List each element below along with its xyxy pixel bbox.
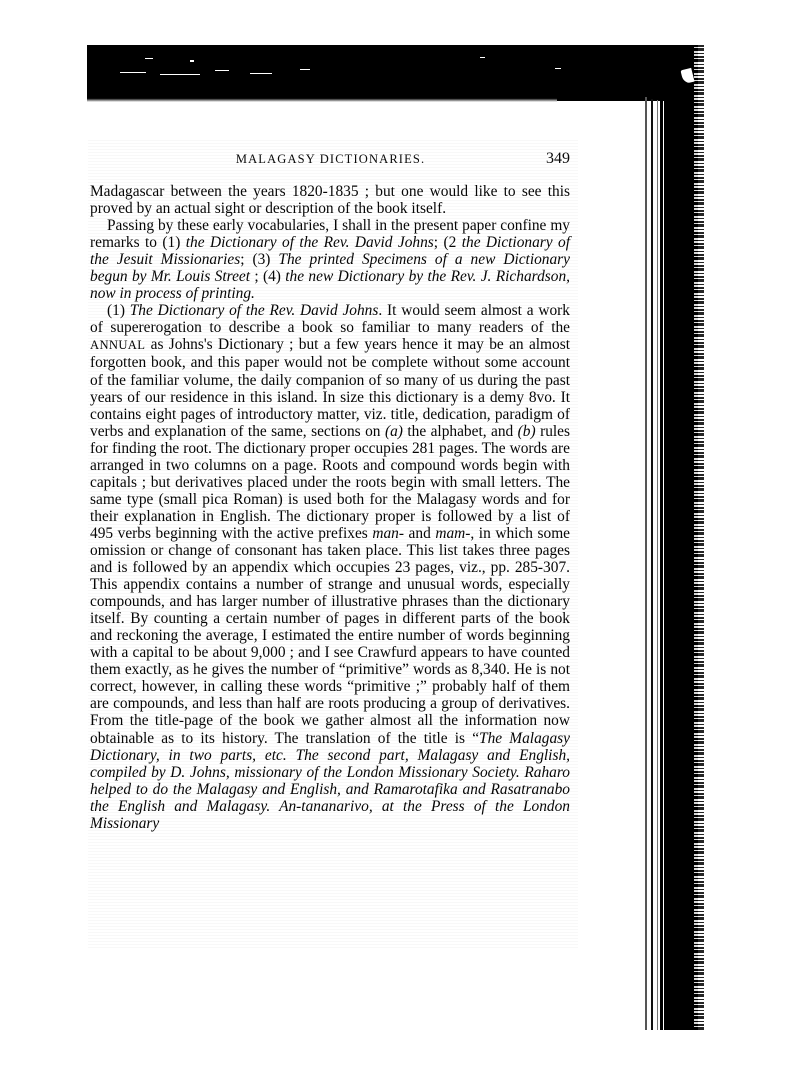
paragraph-3-part-e: and bbox=[404, 524, 436, 542]
paragraph-3-part-b: as Johns's Dictionary ; but a few years hence it may be an almost forgotten book, and this paper would not be complete without some account of the familiar volume, the daily companion of so many of us during the past years of our residence in this island. In size this dictionary is a demy 8vo. It contains eight pages of introductory matter, viz. title, dedication, paradigm of verbs and explanation of the same, sections on bbox=[90, 336, 570, 440]
scan-right-ragged-edge bbox=[694, 45, 704, 1030]
paragraph-1-text: Madagascar between the years 1820-1835 ; but one would like to see this proved by an actual sight or description of the book itself. bbox=[90, 183, 570, 218]
prefix-mam: mam- bbox=[435, 524, 471, 542]
paragraph-3-part-d: rules for finding the root. The dictionary proper occupies 281 pages. The words are arranged in two columns on a page. Roots and compound words begin with capitals ; but derivatives placed under the roots begin with small letters. The same type (small pica Roman) is used both for the Malagasy words and for their explanation in English. The dictionary proper is followed by a list of 495 verbs beginning with the active prefixes bbox=[90, 422, 570, 542]
scan-page-edge-line bbox=[657, 100, 658, 1030]
prefix-man: man- bbox=[372, 524, 404, 542]
annual-smallcaps: ANNUAL bbox=[90, 338, 146, 353]
paragraph-2-lead: Passing by these early vocabularies, I shall in the present paper confine my remarks to (1) bbox=[90, 217, 570, 252]
dictionary-title-3: The printed Specimens of a new Dictionary begun by Mr. Louis Street bbox=[90, 251, 571, 286]
dictionary-title-2: the Dictionary of the Jesuit Missionaries bbox=[90, 234, 571, 269]
paragraph-3-part-a: . It would seem almost a work of supererogation to describe a book so familiar to many readers of the bbox=[90, 302, 571, 337]
paragraph-2-sep-1: ; (2 bbox=[433, 234, 462, 252]
paragraph-2-sep-3: ; (4) bbox=[250, 268, 286, 286]
paragraph-1 bbox=[90, 183, 570, 217]
paragraph-3 bbox=[90, 302, 570, 831]
dictionary-title-4: the new Dictionary by the Rev. J. Richardson, now in process of printing. bbox=[90, 268, 570, 303]
section-number: (1) bbox=[107, 302, 130, 320]
scan-page-edge-line bbox=[651, 99, 653, 1030]
paragraph-3-part-c: the alphabet, and bbox=[402, 422, 518, 440]
page-number: 349 bbox=[546, 150, 570, 167]
paragraph-3-part-f: , in which some omission or change of consonant has taken place. This list takes three pages and is followed by an appendix which occupies 23 pages, viz., pp. 285-307. This appendix contains a number of strange and unusual words, especially compounds, and has larger number of illustrative phrases than the dictionary itself. By counting a certain number of pages in different parts of the book and reckoning the average, I estimated the entire number of words beginning with a capital to be about 9,000 ; and I see Crawfurd appears to have counted them exactly, as he gives the number of “primitive” words as 8,340. He is not correct, however, in calling these words “primitive ;” probably half of them are compounds, and less than half are roots producing a group of derivatives. From the title-page of the book we gather almost all the information now obtainable as to its history. The translation of the title is “ bbox=[90, 524, 570, 747]
scan-page-edge-line bbox=[660, 100, 663, 1030]
quoted-title-page: The Malagasy Dictionary, in two parts, etc. The second part, Malagasy and English, compiled by D. Johns, missionary of the London Missionary Society. Raharo helped to do the Malagasy and English, and Ramarotafika and Rasatranabo the English and Malagasy. An-tananarivo, at the Press of the London Missionary bbox=[90, 729, 570, 832]
scan-page-edge-line bbox=[645, 97, 647, 1030]
scan-right-black-band bbox=[664, 45, 698, 1030]
scan-page-corner bbox=[645, 95, 664, 99]
dictionary-title-1: the Dictionary of the Rev. David Johns bbox=[185, 234, 434, 252]
section-label-a: (a) bbox=[384, 422, 403, 440]
paragraph-2 bbox=[90, 217, 570, 302]
body-text bbox=[90, 183, 570, 832]
paragraph-2-sep-2: ; (3) bbox=[240, 251, 279, 269]
running-head: MALAGASY DICTIONARIES. bbox=[235, 152, 426, 166]
section-label-b: (b) bbox=[517, 422, 536, 440]
section-heading-italic: The Dictionary of the Rev. David Johns bbox=[129, 302, 379, 320]
